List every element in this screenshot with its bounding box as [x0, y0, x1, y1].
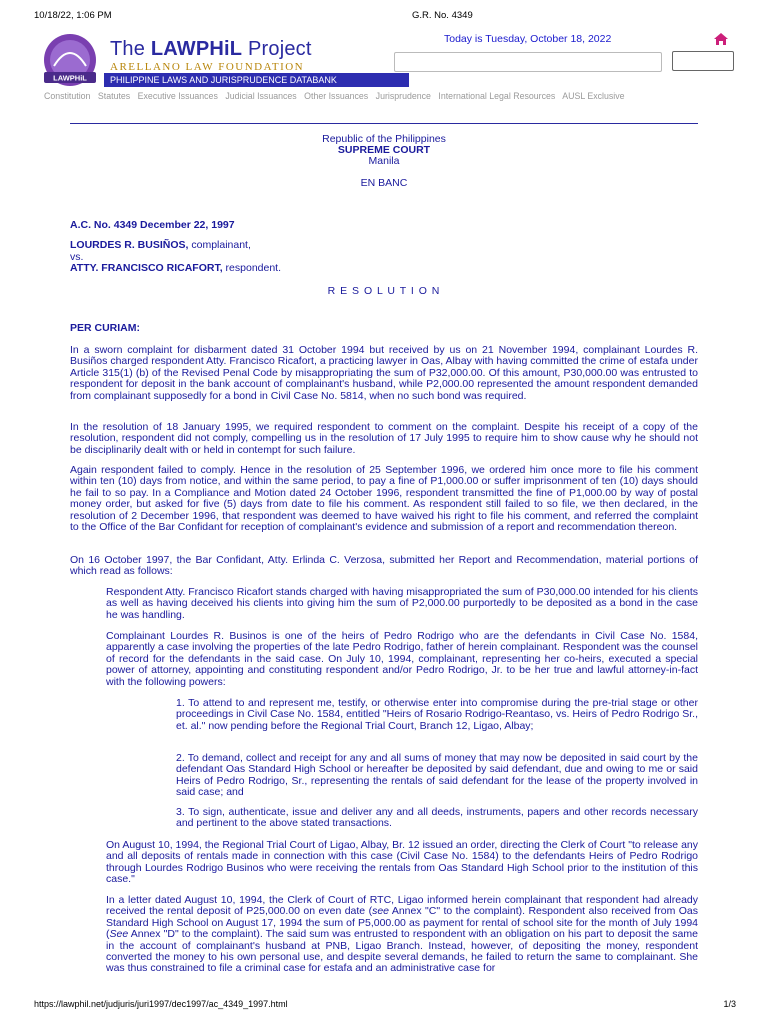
case-respondent: [70, 263, 698, 274]
site-title-suffix: Project: [242, 38, 312, 60]
nav-bar: [44, 91, 630, 101]
quote-paragraph-1: Respondent Atty. Francisco Ricafort stands charged with having misappropriated the sum of P30,000.00 intended for his clients as well as having deceived his clients into giving him the sum of P2,000.00 purportedly to be deposited as a bond in the case he was handling.: [106, 586, 698, 621]
print-footer: [0, 999, 768, 1013]
logo-text: LAWPHiL: [53, 73, 87, 83]
case-vs: vs.: [70, 251, 84, 263]
division: EN BANC: [360, 177, 408, 189]
quote-4-see-1: see: [372, 905, 389, 918]
power-item-1: 1. To attend to and represent me, testify, or otherwise enter into compromise during the pre-trial stage or other proceedings in Civil Case No. 1584, entitled "Heirs of Rosario Rodrigo-Reantaso, vs. Heirs of Pedro Rodrigo Sr., et. al." now pending before the Regional Trial Court, Branch 12, Ligao, Albay;: [176, 697, 698, 732]
divider: [70, 123, 698, 124]
site-title-brand: LAWPHiL: [150, 38, 243, 60]
print-url: https://lawphil.net/judjuris/juri1997/dec1997/ac_4349_1997.html: [34, 999, 288, 1009]
document-type: R E S O L U T I O N: [327, 285, 441, 297]
quote-4-see-2: See: [109, 928, 129, 941]
nav-item-statutes[interactable]: Statutes: [97, 91, 131, 101]
paragraph-1: In a sworn complaint for disbarment dated 31 October 1994 but received by us on 21 November 1994, complainant Lourdes R. Busiños charged respondent Atty. Francisco Ricafort, a practicing lawyer in Oas, Albay with having committed the crime of estafa under Article 315(1) (b) of the Revised Penal Code by misappropriating the sum of P32,000.00. Of this amount, P30,000.00 was entrusted to respondent for deposit in the bank account of complainant's husband, while P2,000.00 represented the amount respondent demanded from complainant supposedly for a bond in Civil Case No. 5814, when no such bond was required.: [70, 344, 698, 402]
nav-item-international-legal-resources[interactable]: International Legal Resources: [438, 91, 556, 101]
today-date: Today is Tuesday, October 18, 2022: [444, 33, 612, 45]
power-item-2: 2. To demand, collect and receipt for any and all sums of money that may now be deposited in said court by the defendant Oas Standard High School or hereafter be deposited by said defendant, due and owing to me or said Heirs of Pedro Rodrigo, Sr., representing the rentals of said defendant for the lease of the property involved in said case; and: [176, 752, 698, 799]
respondent-role: respondent.: [222, 262, 282, 274]
nav-item-other-issuances[interactable]: Other Issuances: [304, 91, 369, 101]
quote-4-part-b: Annex "C" to the complaint). Respondent also received from Oas Standard High School on August 17, 1994 the sum of P5,000.00 as payment for rental of school site for the month of July 1994 (: [106, 905, 698, 941]
power-item-3: 3. To sign, authenticate, issue and deliver any and all deeds, instruments, papers and other records necessary and pertinent to the above stated transactions.: [176, 806, 698, 830]
quote-4-part-c: Annex "D" to the complaint). The said sum was entrusted to respondent with an obligation on his part to deposit the same in the account of complainant's husband at PNB, Ligao Branch. Instead, however, of depositing the money, respondent converted the money to his own personal use, and despite several demands, he failed to return the same to complainant. She was thus constrained to file a criminal case for estafa and an administrative case for: [106, 928, 698, 975]
home-icon[interactable]: [713, 32, 729, 46]
per-curiam: PER CURIAM:: [70, 322, 140, 334]
court-name: SUPREME COURT: [337, 144, 431, 156]
quote-paragraph-4: [106, 895, 698, 975]
print-page-title: G.R. No. 4349: [412, 10, 473, 21]
court-city: Manila: [368, 155, 400, 167]
site-title[interactable]: [110, 38, 312, 61]
site-title-prefix: The: [110, 38, 151, 60]
print-datetime: 10/18/22, 1:06 PM: [34, 10, 112, 21]
respondent-name: ATTY. FRANCISCO RICAFORT,: [70, 262, 223, 274]
complainant-name: LOURDES R. BUSIÑOS,: [70, 239, 189, 251]
paragraph-4: On 16 October 1997, the Bar Confidant, Atty. Erlinda C. Verzosa, submitted her Report and Recommendation, material portions of which read as follows:: [70, 554, 698, 578]
case-number: A.C. No. 4349 December 22, 1997: [70, 219, 235, 231]
case-complainant: [70, 240, 698, 251]
nav-item-judicial-issuances[interactable]: Judicial Issuances: [225, 91, 297, 101]
site-strip: PHILIPPINE LAWS AND JURISPRUDENCE DATABANK: [104, 73, 409, 87]
quote-paragraph-2: Complainant Lourdes R. Businos is one of the heirs of Pedro Rodrigo who are the defendants in Civil Case No. 1584, apparently a case involving the properties of the late Pedro Rodrigo, father of herein complainant. Respondent was the counsel of record for the defendants in the said case. On July 10, 1994, complainant, representing her co-heirs, executed a special power of attorney, appointing and constituting respondent and/or Pedro Rodrigo, Jr. to be her true and lawful attorney-in-fact with the following powers:: [106, 630, 698, 688]
nav-item-constitution[interactable]: Constitution: [44, 91, 91, 101]
republic-line: Republic of the Philippines: [322, 133, 446, 145]
paragraph-2: In the resolution of 18 January 1995, we required respondent to comment on the complaint. Despite his receipt of a copy of the resolution, respondent did not comply, compelling us in the resolution of 17 July 1995 to require him to show cause why he should not be disciplinarily dealt with or held in contempt for such failure.: [70, 421, 698, 456]
quote-4-part-a: In a letter dated August 10, 1994, the Clerk of Court of RTC, Ligao informed herein complainant that respondent had already received the rental deposit of P25,000.00 on even date (: [106, 894, 698, 918]
complainant-role: complainant,: [188, 239, 251, 251]
nav-item-ausl-exclusive[interactable]: AUSL Exclusive: [562, 91, 625, 101]
search-button[interactable]: [672, 51, 734, 71]
print-header: [0, 10, 768, 24]
print-page-number: 1/3: [723, 999, 736, 1009]
lawphil-logo-icon[interactable]: [40, 32, 100, 88]
nav-item-jurisprudence[interactable]: Jurisprudence: [375, 91, 431, 101]
search-input[interactable]: [394, 52, 662, 72]
paragraph-3: Again respondent failed to comply. Hence in the resolution of 25 September 1996, we ordered him once more to file his comment within ten (10) days from notice, and within the same period, to pay a fine of P1,000.00 or suffer imprisonment of ten (10) days should he fail to so pay. In a Compliance and Motion dated 24 October 1996, respondent transmitted the fine of P1,000.00 by way of postal money order, but asked for five (5) days from date to file his comment. As respondent still failed to so file, we then declared, in the resolution of 2 December 1996, that respondent was deemed to have waived his right to file his comment, and referred the complaint to the Office of the Bar Confidant for reception of complainant's evidence and submission of a report and recommendation thereon.: [70, 464, 698, 534]
nav-item-executive-issuances[interactable]: Executive Issuances: [137, 91, 218, 101]
site-subtitle: ARELLANO LAW FOUNDATION: [110, 61, 305, 73]
quote-paragraph-3: On August 10, 1994, the Regional Trial Court of Ligao, Albay, Br. 12 issued an order, directing the Clerk of Court "to release any and all deposits of rentals made in connection with this case (Civil Case No. 1584) to the defendants Heirs of Pedro Rodrigo through Lourdes Rodrigo Businos who were receiving the rentals from Oas Standard High School prior to the institution of this case.": [106, 839, 698, 886]
